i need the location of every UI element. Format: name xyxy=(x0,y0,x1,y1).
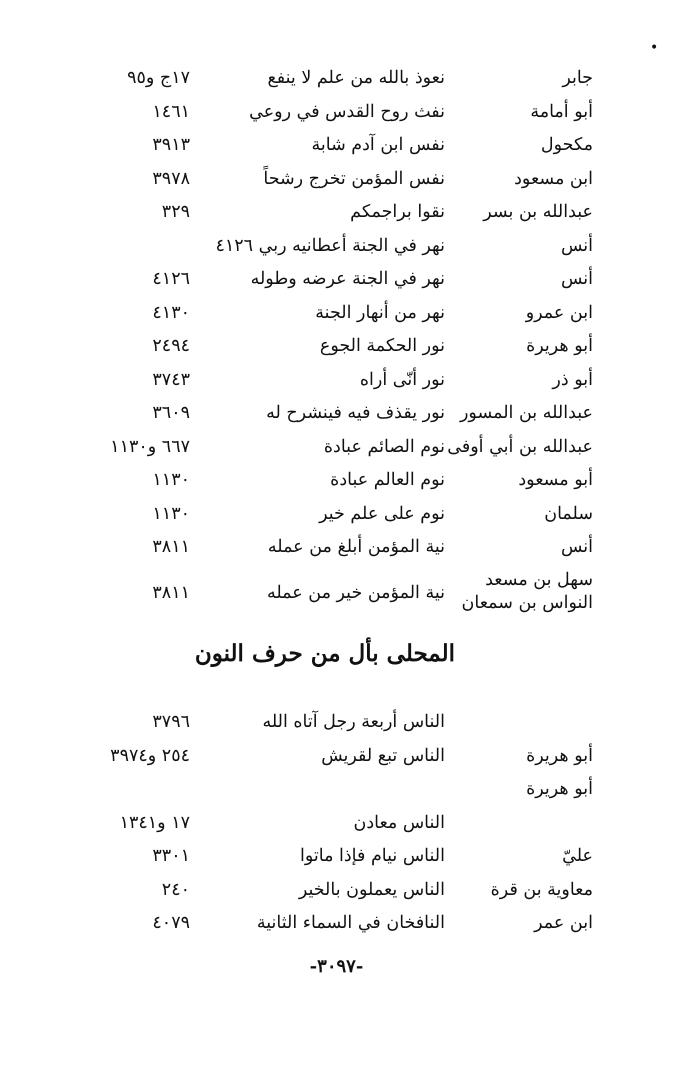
narrator: أبو هريرة xyxy=(526,336,593,356)
index-row xyxy=(0,297,673,331)
hadith-text: الناس نيام فإذا ماتوا xyxy=(299,846,445,866)
hadith-text: نية المؤمن خير من عمله xyxy=(266,582,445,603)
narrator: أبو ذر xyxy=(552,369,593,390)
narrator-line: النواس بن سمعان xyxy=(461,592,593,613)
narrator xyxy=(462,569,593,615)
reference-number: ٣٣٠١ xyxy=(152,846,190,866)
narrator: ابن عمر xyxy=(534,913,593,933)
hadith-text: الناس تبع لقريش xyxy=(321,745,445,766)
hadith-text: نية المؤمن أبلغ من عمله xyxy=(267,537,445,557)
reference-number: ٣٩٧٨ xyxy=(152,168,190,189)
index-row xyxy=(0,840,673,874)
hadith-text: نهر من أنهار الجنة xyxy=(315,302,445,323)
narrator: مكحول xyxy=(540,135,593,155)
narrator-line: سهل بن مسعد xyxy=(485,569,593,590)
hadith-text: نوم الصائم عبادة xyxy=(323,436,445,457)
narrator: ابن مسعود xyxy=(514,168,593,189)
section-heading: المحلى بأل من حرف النون xyxy=(194,640,455,667)
hadith-text: نور الحكمة الجوع xyxy=(319,336,445,356)
index-row xyxy=(0,364,673,398)
index-row xyxy=(0,263,673,297)
reference-number: ٣٨١١ xyxy=(152,537,190,557)
narrator: أبو أمامة xyxy=(530,101,593,122)
reference-number: ٣٢٩ xyxy=(161,202,190,222)
reference-number: ٣٦٠٩ xyxy=(152,403,190,423)
index-row xyxy=(0,62,673,96)
index-row xyxy=(0,431,673,465)
narrator: أنس xyxy=(560,235,593,256)
narrator: عليّ xyxy=(562,846,593,866)
reference-number: ١١٣٠ xyxy=(152,503,190,524)
hadith-text: نفث روح القدس في روعي xyxy=(249,101,445,122)
hadith-text: نفس ابن آدم شابة xyxy=(311,135,445,155)
index-row xyxy=(0,96,673,130)
narrator: أبو مسعود xyxy=(518,470,593,490)
narrator: أنس xyxy=(560,537,593,557)
reference-number: ٢٥٤ و٣٩٧٤ xyxy=(110,745,190,766)
reference-number: ٤١٣٠ xyxy=(152,302,190,323)
hadith-text: نور أنّى أراه xyxy=(359,369,445,390)
reference-number: ٢٤٩٤ xyxy=(152,336,190,356)
reference-number: ١٧ج و٩٥ xyxy=(127,68,190,88)
narrator: سلمان xyxy=(544,503,593,524)
index-row xyxy=(0,464,673,498)
index-row xyxy=(0,874,673,908)
hadith-index-section-2 xyxy=(0,706,673,941)
index-row xyxy=(0,330,673,364)
reference-number: ٣٨١١ xyxy=(152,582,190,603)
index-row xyxy=(0,196,673,230)
index-row xyxy=(0,129,673,163)
reference-number: ٦٦٧ و١١٣٠ xyxy=(110,436,190,457)
hadith-text: نوم على علم خير xyxy=(319,503,445,524)
page-number: -٣٠٩٧- xyxy=(309,956,364,977)
index-row xyxy=(0,498,673,532)
reference-number: ٤١٢٦ xyxy=(152,269,190,289)
hadith-text: نوم العالم عبادة xyxy=(330,470,445,490)
reference-number: ١١٣٠ xyxy=(152,470,190,490)
narrator: ابن عمرو xyxy=(525,302,593,323)
narrator: عبدالله بن أبي أوفى xyxy=(447,436,593,457)
index-row xyxy=(0,807,673,841)
narrator: جابر xyxy=(562,68,593,88)
index-row xyxy=(0,773,673,807)
narrator: أنس xyxy=(560,269,593,289)
margin-mark: • xyxy=(650,40,659,56)
index-row xyxy=(0,740,673,774)
reference-number: ٤٠٧٩ xyxy=(152,913,190,933)
index-row xyxy=(0,397,673,431)
reference-number: ١٤٦١ xyxy=(152,101,190,122)
index-row xyxy=(0,907,673,941)
narrator: أبو هريرة xyxy=(526,745,593,766)
hadith-text: الناس أربعة رجل آتاه الله xyxy=(262,712,445,732)
index-row xyxy=(0,531,673,565)
reference-number: ١٧ و١٣٤١ xyxy=(119,812,190,833)
index-row xyxy=(0,230,673,264)
index-row xyxy=(0,565,673,621)
hadith-text: نهر في الجنة عرضه وطوله xyxy=(250,269,445,289)
reference-number: ٣٩١٣ xyxy=(152,135,190,155)
index-row xyxy=(0,706,673,740)
hadith-index-section-1 xyxy=(0,62,673,621)
reference-number: ٢٤٠ xyxy=(161,879,190,900)
narrator: أبو هريرة xyxy=(526,779,593,799)
narrator: عبدالله بن المسور xyxy=(459,403,593,423)
hadith-text: الناس يعملون بالخير xyxy=(298,879,445,900)
hadith-text: النافخان في السماء الثانية xyxy=(256,913,445,933)
hadith-text: نهر في الجنة أعطانيه ربي ٤١٢٦ xyxy=(215,235,445,256)
reference-number: ٣٧٤٣ xyxy=(152,369,190,390)
narrator: عبدالله بن بسر xyxy=(483,202,593,222)
hadith-text: نقوا براجمكم xyxy=(350,202,445,222)
reference-number: ٣٧٩٦ xyxy=(152,712,190,732)
hadith-text: نفس المؤمن تخرج رشحاً xyxy=(263,168,445,189)
hadith-text: نعوذ بالله من علم لا ينفع xyxy=(267,68,445,88)
index-row xyxy=(0,163,673,197)
hadith-text: نور يقذف فيه فينشرح له xyxy=(266,403,445,423)
hadith-text: الناس معادن xyxy=(353,812,445,833)
narrator: معاوية بن قرة xyxy=(490,879,593,900)
